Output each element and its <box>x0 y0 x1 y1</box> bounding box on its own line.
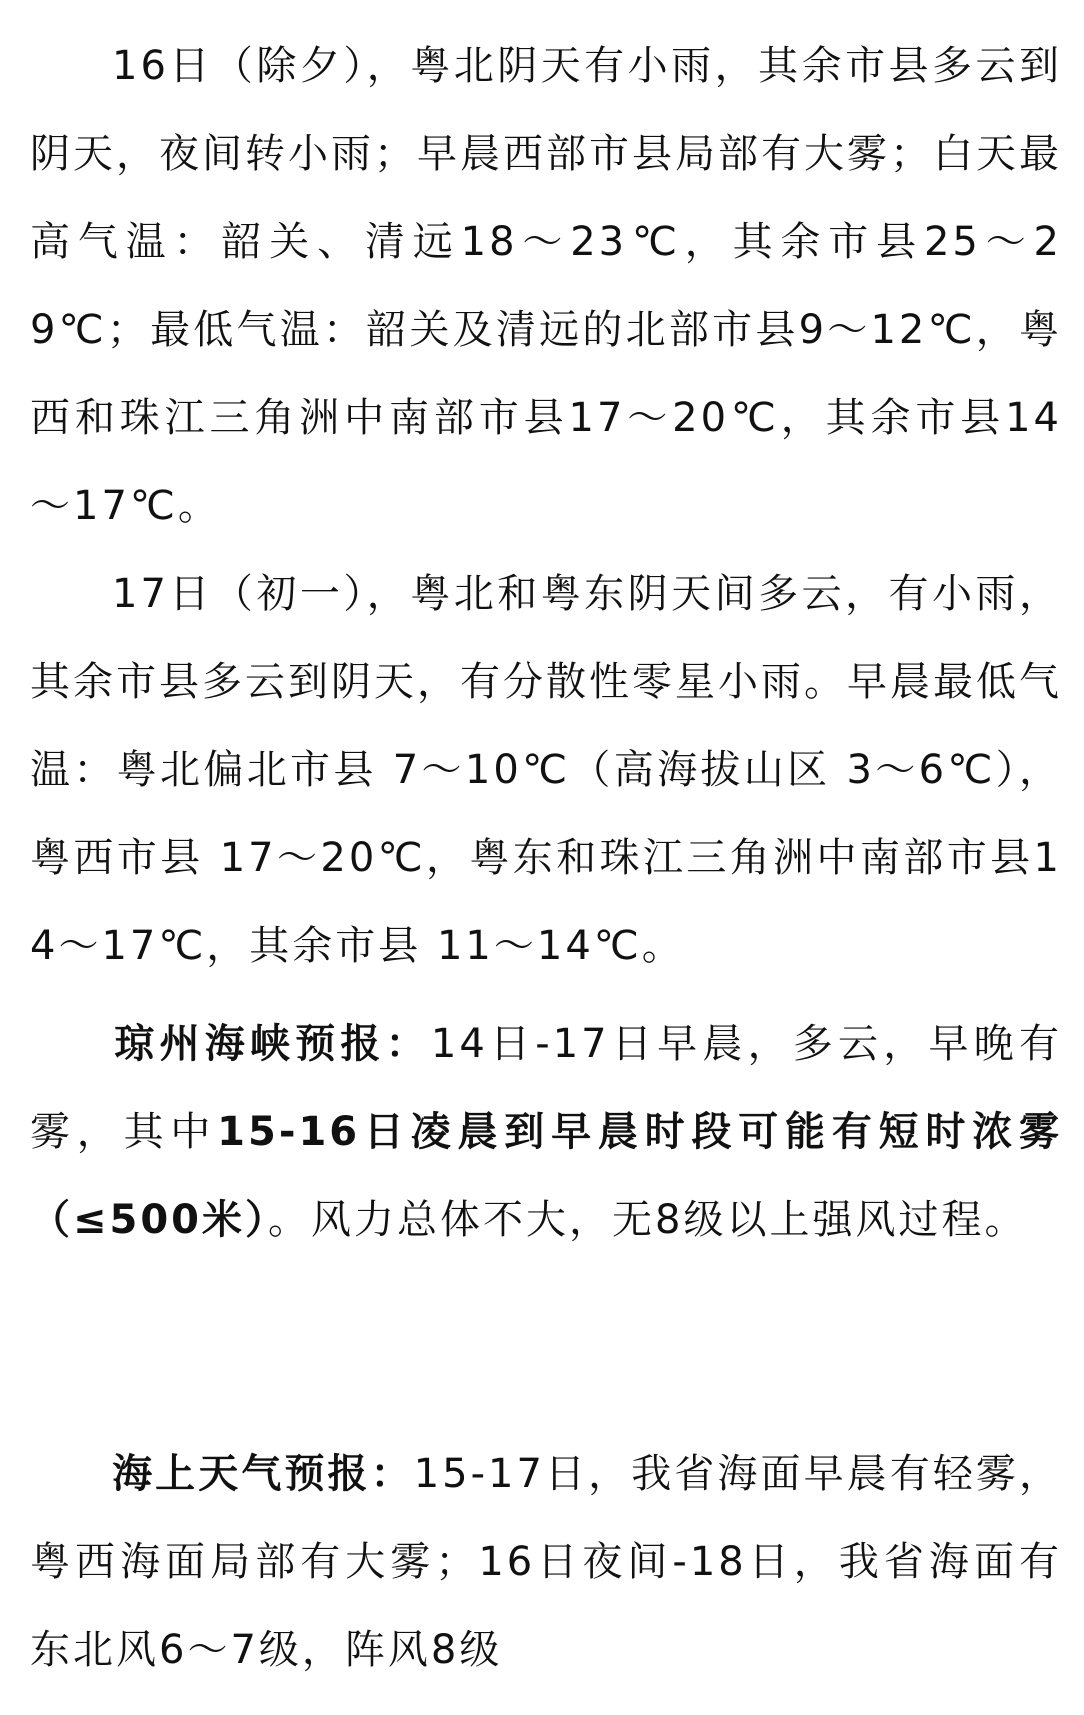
paragraph-text: 16日（除夕），粤北阴天有小雨，其余市县多云到阴天，夜间转小雨；早晨西部市县局部有大雾；白天最高气温：韶关、清远18～23℃，其余市县25～29℃；最低气温：韶关及清远的北部市县9～12℃，粤西和珠江三角洲中南部市县17～20℃，其余市县14～17℃。 <box>30 43 1062 529</box>
paragraph-text: 15-17日，我省海面早晨有轻雾，粤西海面局部有大雾；16日夜间-18日，我省海面有东北风6～7级，阵风8级 <box>30 1451 1063 1673</box>
fog-warning-text: 15-16日凌晨到早晨时段可能有短时浓雾（≤500米） <box>30 1109 1062 1243</box>
paragraph-text: 。风力总体不大，无8级以上强风过程。 <box>268 1197 1028 1243</box>
marine-weather-forecast <box>30 1430 1062 1694</box>
paragraph-text: 17日（初一），粤北和粤东阴天间多云，有小雨，其余市县多云到阴天，有分散性零星小雨。早晨最低气温：粤北偏北市县 7～10℃（高海拔山区 3～6℃），粤西市县 17～20℃，粤东和珠江三角洲中南部市县14～17℃，其余市县 11～14℃。 <box>30 571 1062 969</box>
forecast-paragraph-17th <box>30 550 1062 990</box>
section-heading: 琼州海峡预报： <box>112 1021 431 1067</box>
qiongzhou-strait-forecast <box>30 1000 1062 1264</box>
forecast-paragraph-16th <box>30 22 1062 550</box>
section-heading: 海上天气预报： <box>112 1451 414 1497</box>
paragraph-text: 14日-17日早晨，多云，早晚有雾，其中 <box>30 1021 1062 1155</box>
